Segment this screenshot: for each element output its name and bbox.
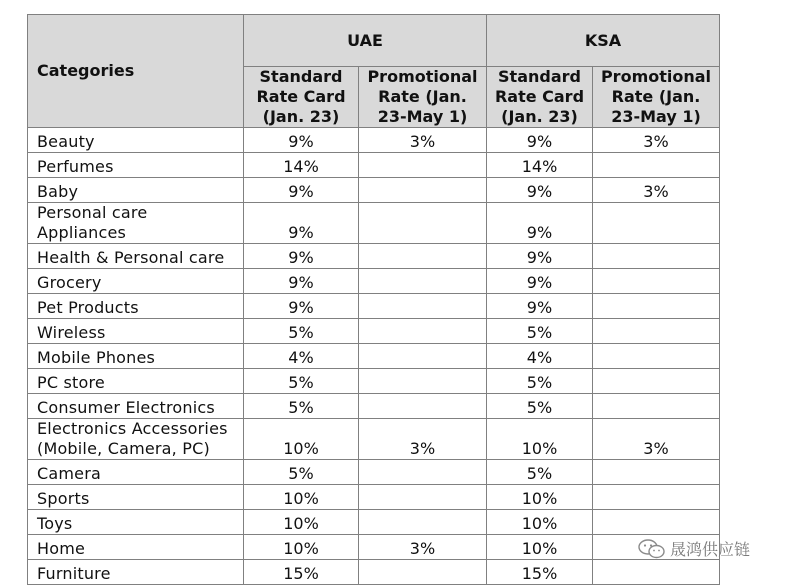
- ksa-standard-cell: 9%: [487, 244, 593, 269]
- table-row: [28, 485, 720, 510]
- uae-standard-cell: 5%: [244, 319, 359, 344]
- ksa-standard-cell: 9%: [487, 203, 593, 244]
- ksa-standard-cell: 9%: [487, 294, 593, 319]
- category-line: Pet Products: [37, 298, 139, 317]
- category-cell: [28, 319, 244, 344]
- category-cell: [28, 153, 244, 178]
- table-row: [28, 294, 720, 319]
- uae-promotional-header: [359, 67, 487, 128]
- category-line: Toys: [37, 514, 73, 533]
- header-line: Rate Card: [256, 87, 346, 106]
- uae-header: UAE: [244, 15, 487, 67]
- uae-standard-cell: 9%: [244, 128, 359, 153]
- ksa-standard-header: [487, 67, 593, 128]
- category-line: (Mobile, Camera, PC): [37, 439, 210, 458]
- uae-standard-cell: 14%: [244, 153, 359, 178]
- header-line: Rate (Jan.: [378, 87, 467, 106]
- category-line: Personal care: [37, 203, 148, 222]
- uae-standard-cell: 5%: [244, 394, 359, 419]
- category-cell: [28, 294, 244, 319]
- table-row: [28, 419, 720, 460]
- table-row: [28, 460, 720, 485]
- categories-header: Categories: [28, 15, 244, 128]
- header-line: 23-May 1): [377, 107, 468, 126]
- ksa-promotional-cell: [593, 244, 720, 269]
- ksa-standard-cell: 5%: [487, 369, 593, 394]
- ksa-standard-cell: 15%: [487, 560, 593, 585]
- table-body: [28, 128, 720, 585]
- ksa-promotional-cell: [593, 485, 720, 510]
- ksa-standard-cell: 14%: [487, 153, 593, 178]
- ksa-standard-cell: 10%: [487, 510, 593, 535]
- ksa-promotional-cell: 3%: [593, 178, 720, 203]
- ksa-promotional-cell: [593, 344, 720, 369]
- uae-standard-header: [244, 67, 359, 128]
- category-line: Camera: [37, 464, 101, 483]
- uae-standard-cell: 10%: [244, 510, 359, 535]
- table-row: [28, 203, 720, 244]
- uae-promotional-cell: [359, 369, 487, 394]
- ksa-promotional-cell: [593, 460, 720, 485]
- ksa-header: KSA: [487, 15, 720, 67]
- ksa-promotional-cell: [593, 319, 720, 344]
- category-cell: [28, 460, 244, 485]
- ksa-promotional-cell: 3%: [593, 419, 720, 460]
- category-line: Wireless: [37, 323, 106, 342]
- ksa-promotional-cell: [593, 269, 720, 294]
- category-cell: [28, 419, 244, 460]
- header-line: Rate (Jan.: [611, 87, 701, 106]
- table-row: [28, 269, 720, 294]
- uae-promotional-cell: [359, 344, 487, 369]
- category-cell: [28, 244, 244, 269]
- table-row: [28, 510, 720, 535]
- table-row: [28, 394, 720, 419]
- ksa-standard-cell: 10%: [487, 485, 593, 510]
- header-line: Promotional: [600, 67, 712, 86]
- uae-promotional-cell: [359, 485, 487, 510]
- watermark-text: 晟鸿供应链: [670, 540, 751, 559]
- commission-rate-table: [27, 14, 720, 585]
- category-cell: [28, 178, 244, 203]
- category-line: Beauty: [37, 132, 95, 151]
- ksa-promotional-cell: [593, 153, 720, 178]
- uae-promotional-cell: [359, 319, 487, 344]
- table-row: [28, 153, 720, 178]
- category-line: PC store: [37, 373, 105, 392]
- uae-promotional-cell: [359, 203, 487, 244]
- header-line: Promotional: [367, 67, 478, 86]
- category-line: Sports: [37, 489, 90, 508]
- uae-standard-cell: 10%: [244, 535, 359, 560]
- uae-standard-cell: 9%: [244, 244, 359, 269]
- ksa-promotional-cell: [593, 394, 720, 419]
- category-line: Home: [37, 539, 86, 558]
- category-cell: [28, 394, 244, 419]
- uae-promotional-cell: [359, 394, 487, 419]
- table-row: [28, 319, 720, 344]
- ksa-standard-cell: 9%: [487, 269, 593, 294]
- uae-standard-cell: 5%: [244, 460, 359, 485]
- ksa-promotional-cell: [593, 560, 720, 585]
- uae-standard-cell: 9%: [244, 178, 359, 203]
- category-line: Health & Personal care: [37, 248, 225, 267]
- category-cell: [28, 128, 244, 153]
- uae-promotional-cell: [359, 178, 487, 203]
- ksa-promotional-header: [593, 67, 720, 128]
- table-row: [28, 369, 720, 394]
- ksa-promotional-cell: [593, 203, 720, 244]
- table-row: [28, 244, 720, 269]
- category-line: Furniture: [37, 564, 111, 583]
- header-line: Standard: [259, 67, 343, 86]
- uae-promotional-cell: 3%: [359, 128, 487, 153]
- header-line: Rate Card: [494, 87, 585, 106]
- uae-promotional-cell: [359, 153, 487, 178]
- wechat-icon: [638, 539, 666, 559]
- category-cell: [28, 535, 244, 560]
- uae-standard-cell: 9%: [244, 203, 359, 244]
- table-row: [28, 344, 720, 369]
- ksa-promotional-cell: [593, 510, 720, 535]
- ksa-standard-cell: 5%: [487, 394, 593, 419]
- uae-promotional-cell: [359, 294, 487, 319]
- ksa-promotional-cell: [593, 294, 720, 319]
- table-row: [28, 560, 720, 585]
- ksa-promotional-cell: 3%: [593, 128, 720, 153]
- ksa-standard-cell: 5%: [487, 460, 593, 485]
- ksa-standard-cell: 10%: [487, 419, 593, 460]
- header-line: Standard: [498, 67, 581, 86]
- ksa-standard-cell: 9%: [487, 178, 593, 203]
- uae-promotional-cell: 3%: [359, 419, 487, 460]
- category-cell: [28, 369, 244, 394]
- category-line: Grocery: [37, 273, 102, 292]
- watermark: [638, 537, 750, 560]
- ksa-promotional-cell: [593, 369, 720, 394]
- ksa-standard-cell: 9%: [487, 128, 593, 153]
- ksa-standard-cell: 5%: [487, 319, 593, 344]
- uae-standard-cell: 15%: [244, 560, 359, 585]
- category-line: Electronics Accessories: [37, 419, 228, 438]
- ksa-standard-cell: 10%: [487, 535, 593, 560]
- category-cell: [28, 269, 244, 294]
- category-cell: [28, 203, 244, 244]
- category-cell: [28, 344, 244, 369]
- table-row: [28, 178, 720, 203]
- header-line: (Jan. 23): [262, 107, 340, 126]
- header-line: 23-May 1): [611, 107, 701, 126]
- ksa-standard-cell: 4%: [487, 344, 593, 369]
- uae-standard-cell: 5%: [244, 369, 359, 394]
- category-line: Perfumes: [37, 157, 114, 176]
- uae-promotional-cell: [359, 269, 487, 294]
- category-cell: [28, 560, 244, 585]
- category-line: Appliances: [37, 223, 127, 242]
- category-cell: [28, 485, 244, 510]
- table-row: [28, 128, 720, 153]
- category-line: Baby: [37, 182, 79, 201]
- uae-promotional-cell: [359, 560, 487, 585]
- uae-standard-cell: 10%: [244, 419, 359, 460]
- category-line: Consumer Electronics: [37, 398, 215, 417]
- uae-standard-cell: 9%: [244, 269, 359, 294]
- uae-promotional-cell: [359, 460, 487, 485]
- uae-promotional-cell: [359, 510, 487, 535]
- uae-promotional-cell: [359, 244, 487, 269]
- uae-standard-cell: 4%: [244, 344, 359, 369]
- category-cell: [28, 510, 244, 535]
- uae-standard-cell: 9%: [244, 294, 359, 319]
- header-line: (Jan. 23): [501, 107, 578, 126]
- uae-promotional-cell: 3%: [359, 535, 487, 560]
- table-row: [28, 535, 720, 560]
- uae-standard-cell: 10%: [244, 485, 359, 510]
- category-line: Mobile Phones: [37, 348, 156, 367]
